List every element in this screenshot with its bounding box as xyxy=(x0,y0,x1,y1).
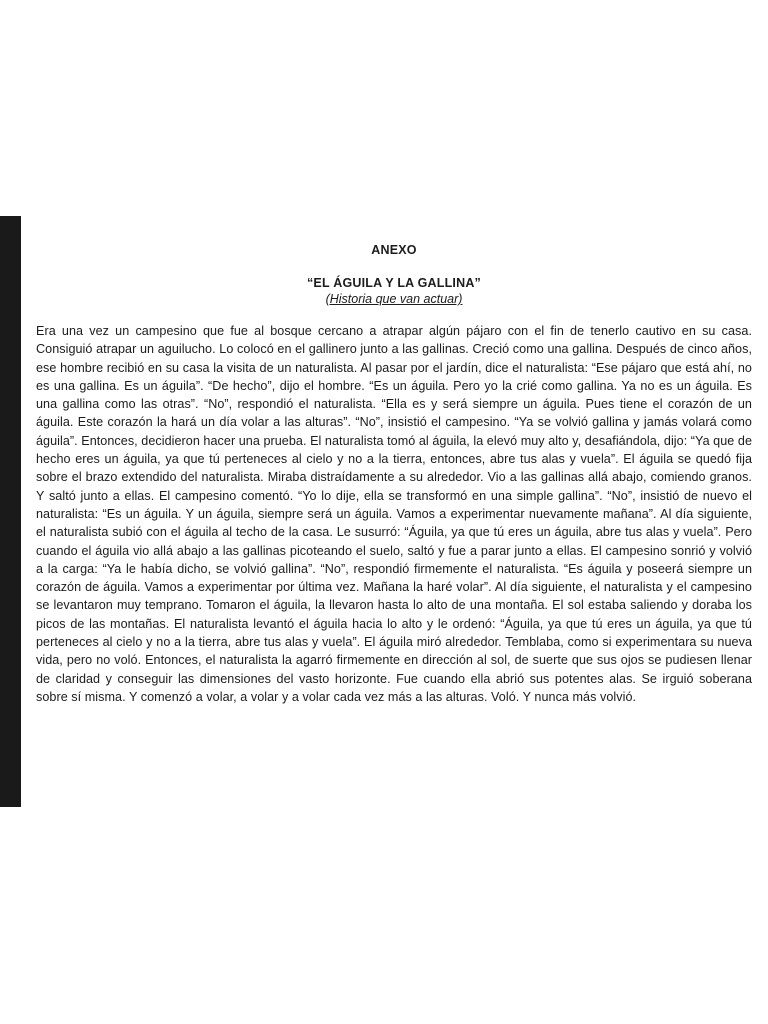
section-label: ANEXO xyxy=(371,243,417,257)
story-subtitle: (Historia que van actuar) xyxy=(325,292,463,306)
left-edge-bar xyxy=(0,216,21,807)
document xyxy=(36,236,752,706)
story-body: Era una vez un campesino que fue al bosque cercano a atrapar algún pájaro con el fin de tenerlo cautivo en su casa. Consiguió atrapar un aguilucho. Lo colocó en el gallinero junto a las gallinas. Creció como una gallina. Después de cinco años, ese hombre recibió en su casa la visita de un naturalista. Al pasar por el jardín, dice el naturalista: “Ese pájaro que está ahí, no es una gallina. Es un águila”. “De hecho”, dijo el hombre. “Es un águila. Pero yo la crié como gallina. Ya no es un águila. Es una gallina como las otras”. “No”, respondió el naturalista. “Ella es y será siempre un águila. Pues tiene el corazón de un águila. Este corazón la hará un día volar a las alturas”. “No”, insistió el campesino. “Ya se volvió gallina y jamás volará como águila”. Entonces, decidieron hacer una prueba. El naturalista tomó al águila, la elevó muy alto y, desafiándola, dijo: “Ya que de hecho eres un águila, ya que tú perteneces al cielo y no a la tierra, entonces, abre tus alas y vuela”. El águila se quedó fija sobre el brazo extendido del naturalista. Miraba distraídamente a su alrededor. Vio a las gallinas allá abajo, comiendo granos. Y saltó junto a ellas. El campesino comentó. “Yo lo dije, ella se transformó en una simple gallina”. “No”, insistió de nuevo el naturalista: “Es un águila. Y un águila, siempre será un águila. Vamos a experimentar nuevamente mañana”. Al día siguiente, el naturalista subió con el águila al techo de la casa. Le susurró: “Águila, ya que tú eres un águila, abre tus alas y vuela”. Pero cuando el águila vio allá abajo a las gallinas picoteando el suelo, saltó y fue a parar junto a ellas. El campesino sonrió y volvió a la carga: “Ya le había dicho, se volvió gallina”. “No”, respondió firmemente el naturalista. “Es águila y poseerá siempre un corazón de águila. Vamos a experimentar por última vez. Mañana la haré volar”. Al día siguiente, el naturalista y el campesino se levantaron muy temprano. Tomaron el águila, la llevaron hasta lo alto de una montaña. El sol estaba saliendo y doraba los picos de las montañas. El naturalista levantó el águila hacia lo alto y le ordenó: “Águila, ya que tú eres un águila, ya que tú perteneces al cielo y no a la tierra, abre tus alas y vuela”. El águila miró alrededor. Temblaba, como si experimentara su nueva vida, pero no voló. Entonces, el naturalista la agarró firmemente en dirección al sol, de suerte que sus ojos se pudiesen llenar de claridad y conseguir las dimensiones del vasto horizonte. Fue cuando ella abrió sus potentes alas. Se irguió soberana sobre sí misma. Y comenzó a volar, a volar y a volar cada vez más a las alturas. Voló. Y nunca más volvió. xyxy=(36,324,752,704)
story-title: “EL ÁGUILA Y LA GALLINA” xyxy=(306,276,482,290)
